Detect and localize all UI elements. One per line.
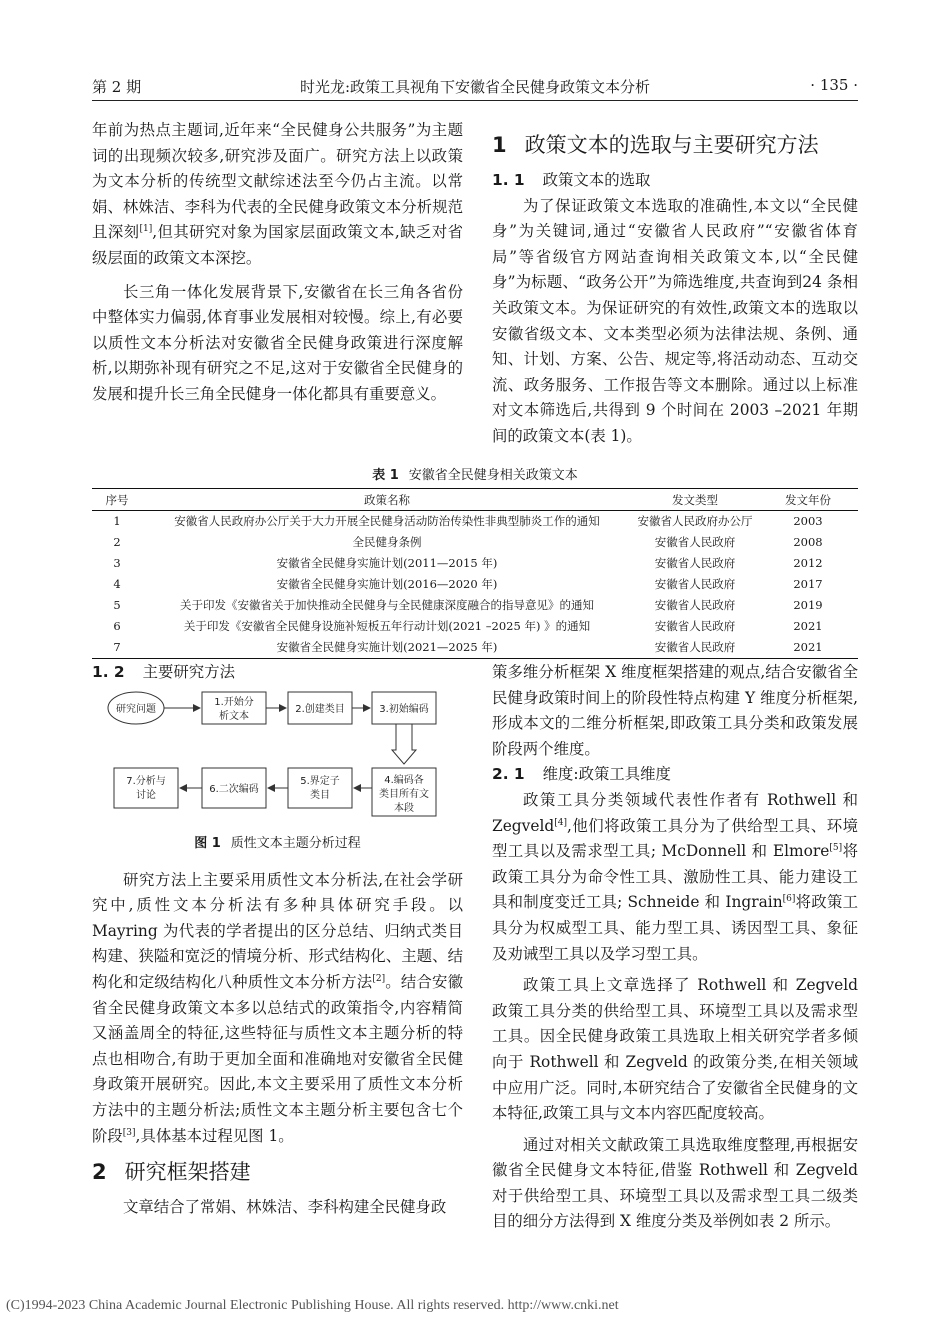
flow-node-7	[114, 768, 178, 808]
subsection-heading: 1. 1 政策文本的选取	[492, 171, 651, 189]
table-header-cell: 发文类型	[632, 489, 758, 511]
table-cell: 安徽省人民政府	[654, 577, 736, 591]
table-row	[92, 574, 858, 595]
table-cell: 全民健身条例	[352, 535, 422, 549]
right-column-top	[492, 130, 858, 450]
running-header	[92, 70, 858, 101]
paragraph: 长三角一体化发展背景下,安徽省在长三角各省份中整体实力偏弱,体育事业发展相对较慢。综上,有必要以质性文本分析法对安徽省全民健身政策进行深度解析,以期弥补现有研究之不足,这对于安徽省全民健身的发展和提升长三角全民健身一体化都具有重要意义。	[92, 282, 463, 403]
paragraph: 策多维分析框架 X 维度框架搭建的观点,结合安徽省全民健身政策时间上的阶段性特点构建 Y 维度分析框架,形成本文的二维分析框架,即政策工具分类和政策发展阶段两个维度。	[492, 663, 858, 758]
issue-number: 第 2 期	[92, 78, 142, 96]
figure-1-flowchart	[106, 688, 458, 828]
citation[interactable]: [6]	[782, 894, 796, 905]
copyright-footer: (C)1994-2023 China Academic Journal Electronic Publishing House. All rights reserved. http://www.cnki.net	[6, 1298, 619, 1313]
table-header-row	[92, 489, 858, 511]
flow-label: 5.界定子	[300, 776, 340, 787]
left-column-top	[92, 118, 463, 408]
paragraph: 文章结合了常娟、林姝洁、李科构建全民健身政	[123, 1198, 447, 1217]
flow-label: 类目所有文	[379, 789, 429, 800]
paragraph: 通过对相关文献政策工具选取维度整理,再根据安徽省全民健身文本特征,借鉴 Rothwell 和 Zegveld 对于供给型工具、环境型工具以及需求型工具二级类目的细分方法得到 X 维度分类及举例如表 2 所示。	[492, 1135, 858, 1231]
citation[interactable]: [4]	[554, 817, 567, 828]
paragraph: 为了保证政策文本选取的准确性,本文以“全民健身”为关键词,通过“安徽省人民政府”“安徽省体育局”等省级官方网站查询相关政策文本,以“全民健身”为标题、“政务公开”为筛选维度,共查询到24 条相关政策文本。为保证研究的有效性,政策文本的选取以安徽省级文本、文本类型必须为法律法规、条例、通知、计划、方案、公告、规定等,将活动动态、互动交流、政务服务、工作报告等文本删除。通过以上标准对文本筛选后,共得到 9 个时间在 2003 –2021 年期间的政策文本(表 1)。	[492, 196, 858, 445]
flow-label: 研究问题	[116, 704, 156, 715]
page-number: · 135 ·	[810, 76, 858, 94]
subsection-heading: 2. 1 维度:政策工具维度	[492, 765, 671, 784]
table-cell: 关于印发《安徽省关于加快推动全民健身与全民健康深度融合的指导意见》的通知	[180, 598, 594, 612]
table-cell: 2012	[793, 556, 823, 570]
flow-label: 1.开始分	[214, 697, 254, 708]
table-cell: 安徽省全民健身实施计划(2021—2025 年)	[142, 637, 632, 659]
table-caption: 表 1 安徽省全民健身相关政策文本	[372, 468, 578, 483]
table-row	[92, 511, 858, 533]
section-heading: 2 研究框架搭建	[92, 1160, 251, 1185]
table-cell: 安徽省人民政府办公厅关于大力开展全民健身活动防治传染性非典型肺炎工作的通知	[174, 514, 600, 528]
table-cell: 6	[113, 619, 121, 633]
table-cell: 安徽省人民政府	[654, 556, 736, 570]
table-cell: 1	[113, 514, 121, 528]
table-body	[92, 511, 858, 659]
paragraph: 政策工具分类领域代表性作者有 Rothwell 和 Zegveld[4],他们将政策工具分为了供给型工具、环境型工具以及需求型工具; McDonnell 和 Elmore[5]将政策工具分为命令性工具、激励性工具、能力建设工具和制度变迁工具; Schneide 和 Ingrain[6]将政策工具分为权威型工具、能力型工具、诱因型工具、象征及劝诫型工具以及学习型工具。	[492, 790, 858, 963]
table-row	[92, 637, 858, 659]
table-cell: 2021	[793, 619, 823, 633]
flow-label: 2.创建类目	[295, 704, 345, 715]
flow-label: 类目	[310, 790, 330, 801]
paragraph: 研究方法上主要采用质性文本分析法,在社会学研究中,质性文本分析法有多种具体研究手段。以 Mayring 为代表的学者提出的区分总结、归纳式类目构建、狭隘和宽泛的情境分析、形式结构化、主题、结构化和定级结构化八种质性文本分析方法[2]。结合安徽省全民健身政策文本多以总结式的政策指令,内容精简又涵盖周全的特征,这些特征与质性文本主题分析的特点也相吻合,有助于更加全面和准确地对安徽省全民健身政策开展研究。因此,本文主要采用了质性文本分析方法中的主题分析法;质性文本主题分析主要包含七个阶段[3],具体基本过程见图 1。	[92, 870, 463, 1145]
table-row	[92, 616, 858, 637]
paragraph: 政策工具上文章选择了 Rothwell 和 Zegveld 政策工具分类的供给型工具、环境型工具以及需求型工具。因全民健身政策工具选取上相关研究学者多倾向于 Rothwell 和 Zegveld 的政策分类,在相关领域中应用广泛。同时,本研究结合了安徽省全民健身的文本特征,政策工具与文本内容匹配度较高。	[492, 976, 858, 1123]
table-cell: 2021	[758, 637, 858, 659]
table-cell: 5	[113, 598, 121, 612]
table-header-cell: 序号	[92, 489, 142, 511]
flow-label: 析文本	[219, 711, 249, 722]
subsection-heading: 1. 2 主要研究方法	[92, 663, 235, 681]
table-cell: 2008	[793, 535, 823, 549]
table-cell: 安徽省人民政府	[654, 598, 736, 612]
section-heading: 1 政策文本的选取与主要研究方法	[492, 133, 819, 157]
table-1	[92, 464, 858, 659]
table-cell: 3	[113, 556, 121, 570]
citation[interactable]: [2]	[372, 973, 386, 984]
running-title: 时光龙:政策工具视角下安徽省全民健身政策文本分析	[299, 78, 651, 96]
paragraph: 年前为热点主题词,近年来“全民健身公共服务”为主题词的出现频次较多,研究涉及面广。研究方法上以政策为文本分析的传统型文献综述法至今仍占主流。以常娟、林姝洁、李科为代表的全民健身政策文本分析规范且深刻[1],但其研究对象为国家层面政策文本,缺乏对省级层面的政策文本深挖。	[92, 121, 463, 267]
flow-label: 3.初始编码	[379, 704, 429, 715]
table-header-cell: 政策名称	[142, 489, 632, 511]
policy-table	[92, 488, 858, 659]
table-cell: 安徽省全民健身实施计划(2016—2020 年)	[276, 577, 498, 591]
table-cell: 关于印发《安徽省全民健身设施补短板五年行动计划(2021 –2025 年) 》的通知	[183, 619, 591, 633]
table-cell: 安徽省人民政府	[632, 637, 758, 659]
citation[interactable]: [5]	[829, 843, 843, 854]
table-cell: 2003	[793, 514, 823, 528]
citation[interactable]: [3]	[122, 1127, 136, 1138]
table-header-cell: 发文年份	[758, 489, 858, 511]
table-cell: 4	[113, 577, 121, 591]
table-cell: 安徽省人民政府办公厅	[637, 514, 753, 528]
flow-label: 本段	[394, 803, 414, 814]
table-cell: 2019	[793, 598, 823, 612]
flow-label: 4.编码各	[384, 775, 424, 786]
figure-caption: 图 1 质性文本主题分析过程	[194, 836, 361, 851]
flow-arrow-down	[392, 724, 416, 764]
right-column-bottom	[492, 660, 858, 1235]
table-cell: 安徽省人民政府	[654, 619, 736, 633]
table-row	[92, 595, 858, 616]
flow-label: 7.分析与	[126, 776, 166, 787]
table-row	[92, 553, 858, 574]
table-cell: 安徽省全民健身实施计划(2011—2015 年)	[276, 556, 498, 570]
citation[interactable]: [1]	[139, 224, 153, 235]
table-cell: 安徽省人民政府	[654, 535, 736, 549]
table-cell: 2	[113, 535, 121, 549]
flow-label: 讨论	[136, 790, 156, 801]
flow-label: 6.二次编码	[209, 784, 259, 795]
table-cell: 7	[92, 637, 142, 659]
flow-node-5	[288, 768, 352, 808]
table-row	[92, 532, 858, 553]
table-cell: 2017	[793, 577, 823, 591]
